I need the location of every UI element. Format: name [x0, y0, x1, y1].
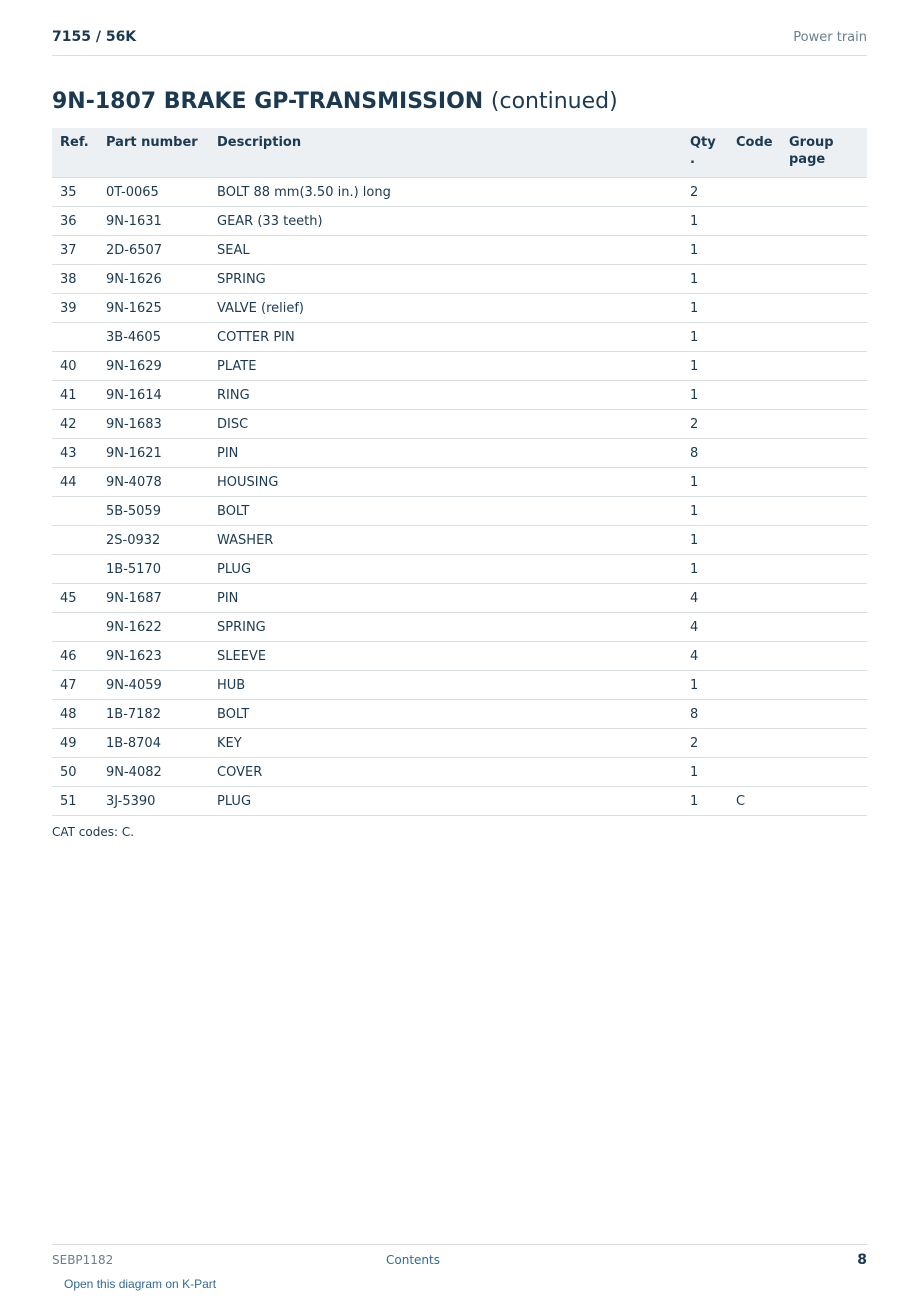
title-main: 9N-1807 BRAKE GP-TRANSMISSION	[52, 89, 484, 114]
cell-ref: 40	[52, 352, 98, 381]
cell-qty: 1	[682, 468, 728, 497]
cell-qty: 1	[682, 526, 728, 555]
cell-qty: 1	[682, 787, 728, 816]
cell-code	[728, 352, 781, 381]
cell-part-number: 9N-4059	[98, 671, 209, 700]
table-row	[52, 584, 867, 613]
cell-ref: 46	[52, 642, 98, 671]
cell-description: VALVE (relief)	[209, 294, 682, 323]
cell-part-number: 9N-4082	[98, 758, 209, 787]
cell-group-page	[781, 352, 867, 381]
cell-code	[728, 439, 781, 468]
cell-group-page	[781, 700, 867, 729]
cell-code	[728, 497, 781, 526]
cell-group-page	[781, 642, 867, 671]
cell-code	[728, 584, 781, 613]
table-row	[52, 207, 867, 236]
cell-group-page	[781, 381, 867, 410]
cell-qty: 2	[682, 178, 728, 207]
cell-description: WASHER	[209, 526, 682, 555]
cell-ref	[52, 323, 98, 352]
cell-group-page	[781, 236, 867, 265]
cell-part-number: 2S-0932	[98, 526, 209, 555]
cell-qty: 1	[682, 294, 728, 323]
cell-description: KEY	[209, 729, 682, 758]
cell-ref	[52, 555, 98, 584]
cell-description: PLUG	[209, 787, 682, 816]
cell-part-number: 9N-4078	[98, 468, 209, 497]
cell-qty: 1	[682, 265, 728, 294]
cell-qty: 8	[682, 439, 728, 468]
cell-code	[728, 729, 781, 758]
cell-description: GEAR (33 teeth)	[209, 207, 682, 236]
cell-qty: 2	[682, 410, 728, 439]
cell-part-number: 9N-1687	[98, 584, 209, 613]
page-title	[52, 89, 618, 114]
page-header	[52, 29, 867, 56]
cell-ref	[52, 613, 98, 642]
table-row	[52, 555, 867, 584]
cell-group-page	[781, 265, 867, 294]
cell-description: COTTER PIN	[209, 323, 682, 352]
cell-ref: 49	[52, 729, 98, 758]
cell-description: SPRING	[209, 613, 682, 642]
cell-code	[728, 555, 781, 584]
cell-part-number: 9N-1626	[98, 265, 209, 294]
table-row	[52, 497, 867, 526]
cell-description: COVER	[209, 758, 682, 787]
table-row	[52, 294, 867, 323]
column-header-group-page: Group page	[781, 128, 867, 178]
footer-divider	[52, 1244, 867, 1245]
cell-ref: 50	[52, 758, 98, 787]
cell-part-number: 9N-1623	[98, 642, 209, 671]
cell-group-page	[781, 439, 867, 468]
cell-ref: 51	[52, 787, 98, 816]
cell-qty: 1	[682, 671, 728, 700]
cell-group-page	[781, 468, 867, 497]
cell-part-number: 1B-8704	[98, 729, 209, 758]
cell-part-number: 9N-1631	[98, 207, 209, 236]
cell-group-page	[781, 787, 867, 816]
cell-part-number: 0T-0065	[98, 178, 209, 207]
cell-group-page	[781, 294, 867, 323]
cell-code	[728, 381, 781, 410]
cell-description: SEAL	[209, 236, 682, 265]
cell-code	[728, 265, 781, 294]
cell-ref: 45	[52, 584, 98, 613]
cell-code	[728, 642, 781, 671]
cell-ref: 41	[52, 381, 98, 410]
cell-qty: 1	[682, 207, 728, 236]
cell-qty: 4	[682, 584, 728, 613]
cell-part-number: 3J-5390	[98, 787, 209, 816]
column-header-description: Description	[209, 128, 682, 178]
cell-qty: 1	[682, 497, 728, 526]
cell-ref	[52, 497, 98, 526]
table-header-row	[52, 128, 867, 178]
cell-ref: 43	[52, 439, 98, 468]
cell-group-page	[781, 207, 867, 236]
cell-code	[728, 468, 781, 497]
cell-group-page	[781, 555, 867, 584]
cell-part-number: 3B-4605	[98, 323, 209, 352]
table-row	[52, 468, 867, 497]
cell-code	[728, 671, 781, 700]
cell-ref: 36	[52, 207, 98, 236]
cell-ref: 42	[52, 410, 98, 439]
table-row	[52, 758, 867, 787]
cell-qty: 1	[682, 758, 728, 787]
title-suffix: (continued)	[490, 89, 618, 114]
cell-qty: 1	[682, 352, 728, 381]
cell-description: SPRING	[209, 265, 682, 294]
cell-ref	[52, 526, 98, 555]
cell-part-number: 5B-5059	[98, 497, 209, 526]
cell-code	[728, 526, 781, 555]
cell-part-number: 9N-1614	[98, 381, 209, 410]
cell-code	[728, 613, 781, 642]
model-label: 7155 / 56K	[52, 29, 137, 45]
contents-link[interactable]: Contents	[386, 1253, 440, 1267]
cell-group-page	[781, 178, 867, 207]
cell-code: C	[728, 787, 781, 816]
table-row	[52, 352, 867, 381]
cell-description: BOLT	[209, 497, 682, 526]
cell-part-number: 1B-7182	[98, 700, 209, 729]
cell-qty: 4	[682, 642, 728, 671]
cell-qty: 2	[682, 729, 728, 758]
cell-description: PIN	[209, 439, 682, 468]
cell-ref: 47	[52, 671, 98, 700]
cell-description: DISC	[209, 410, 682, 439]
cell-code	[728, 410, 781, 439]
column-header-ref: Ref.	[52, 128, 98, 178]
parts-table	[52, 128, 867, 816]
cell-ref: 39	[52, 294, 98, 323]
cell-code	[728, 758, 781, 787]
cell-part-number: 9N-1622	[98, 613, 209, 642]
table-row	[52, 178, 867, 207]
cell-group-page	[781, 671, 867, 700]
cell-part-number: 1B-5170	[98, 555, 209, 584]
cell-description: BOLT 88 mm(3.50 in.) long	[209, 178, 682, 207]
cell-code	[728, 323, 781, 352]
column-header-part-number: Part number	[98, 128, 209, 178]
cell-ref: 44	[52, 468, 98, 497]
cell-description: PLUG	[209, 555, 682, 584]
cell-code	[728, 294, 781, 323]
table-row	[52, 526, 867, 555]
cell-qty: 4	[682, 613, 728, 642]
open-on-kpart-link[interactable]: Open this diagram on K-Part	[64, 1277, 217, 1291]
cat-codes-note: CAT codes: C.	[52, 825, 135, 839]
cell-description: SLEEVE	[209, 642, 682, 671]
cell-code	[728, 700, 781, 729]
cell-group-page	[781, 584, 867, 613]
table-row	[52, 642, 867, 671]
table-row	[52, 439, 867, 468]
cell-description: BOLT	[209, 700, 682, 729]
cell-group-page	[781, 758, 867, 787]
cell-code	[728, 236, 781, 265]
table-row	[52, 787, 867, 816]
column-header-code: Code	[728, 128, 781, 178]
table-row	[52, 381, 867, 410]
cell-description: PIN	[209, 584, 682, 613]
table-row	[52, 236, 867, 265]
cell-group-page	[781, 323, 867, 352]
cell-group-page	[781, 410, 867, 439]
cell-group-page	[781, 497, 867, 526]
table-row	[52, 671, 867, 700]
cell-description: RING	[209, 381, 682, 410]
table-row	[52, 729, 867, 758]
cell-qty: 1	[682, 381, 728, 410]
cell-group-page	[781, 729, 867, 758]
cell-description: PLATE	[209, 352, 682, 381]
cell-qty: 1	[682, 323, 728, 352]
column-header-qty: Qty .	[682, 128, 728, 178]
cell-ref: 35	[52, 178, 98, 207]
cell-qty: 1	[682, 555, 728, 584]
table-row	[52, 613, 867, 642]
cell-code	[728, 178, 781, 207]
cell-ref: 37	[52, 236, 98, 265]
cell-group-page	[781, 526, 867, 555]
cell-part-number: 9N-1621	[98, 439, 209, 468]
table-row	[52, 700, 867, 729]
section-label: Power train	[793, 30, 867, 45]
cell-part-number: 9N-1629	[98, 352, 209, 381]
cell-ref: 38	[52, 265, 98, 294]
cell-ref: 48	[52, 700, 98, 729]
table-row	[52, 323, 867, 352]
cell-qty: 8	[682, 700, 728, 729]
table-row	[52, 410, 867, 439]
table-row	[52, 265, 867, 294]
cell-description: HUB	[209, 671, 682, 700]
cell-part-number: 9N-1683	[98, 410, 209, 439]
parts-table-body	[52, 178, 867, 816]
cell-description: HOUSING	[209, 468, 682, 497]
document-id: SEBP1182	[52, 1253, 114, 1267]
cell-group-page	[781, 613, 867, 642]
cell-part-number: 2D-6507	[98, 236, 209, 265]
page-number: 8	[857, 1252, 867, 1268]
cell-code	[728, 207, 781, 236]
cell-part-number: 9N-1625	[98, 294, 209, 323]
cell-qty: 1	[682, 236, 728, 265]
